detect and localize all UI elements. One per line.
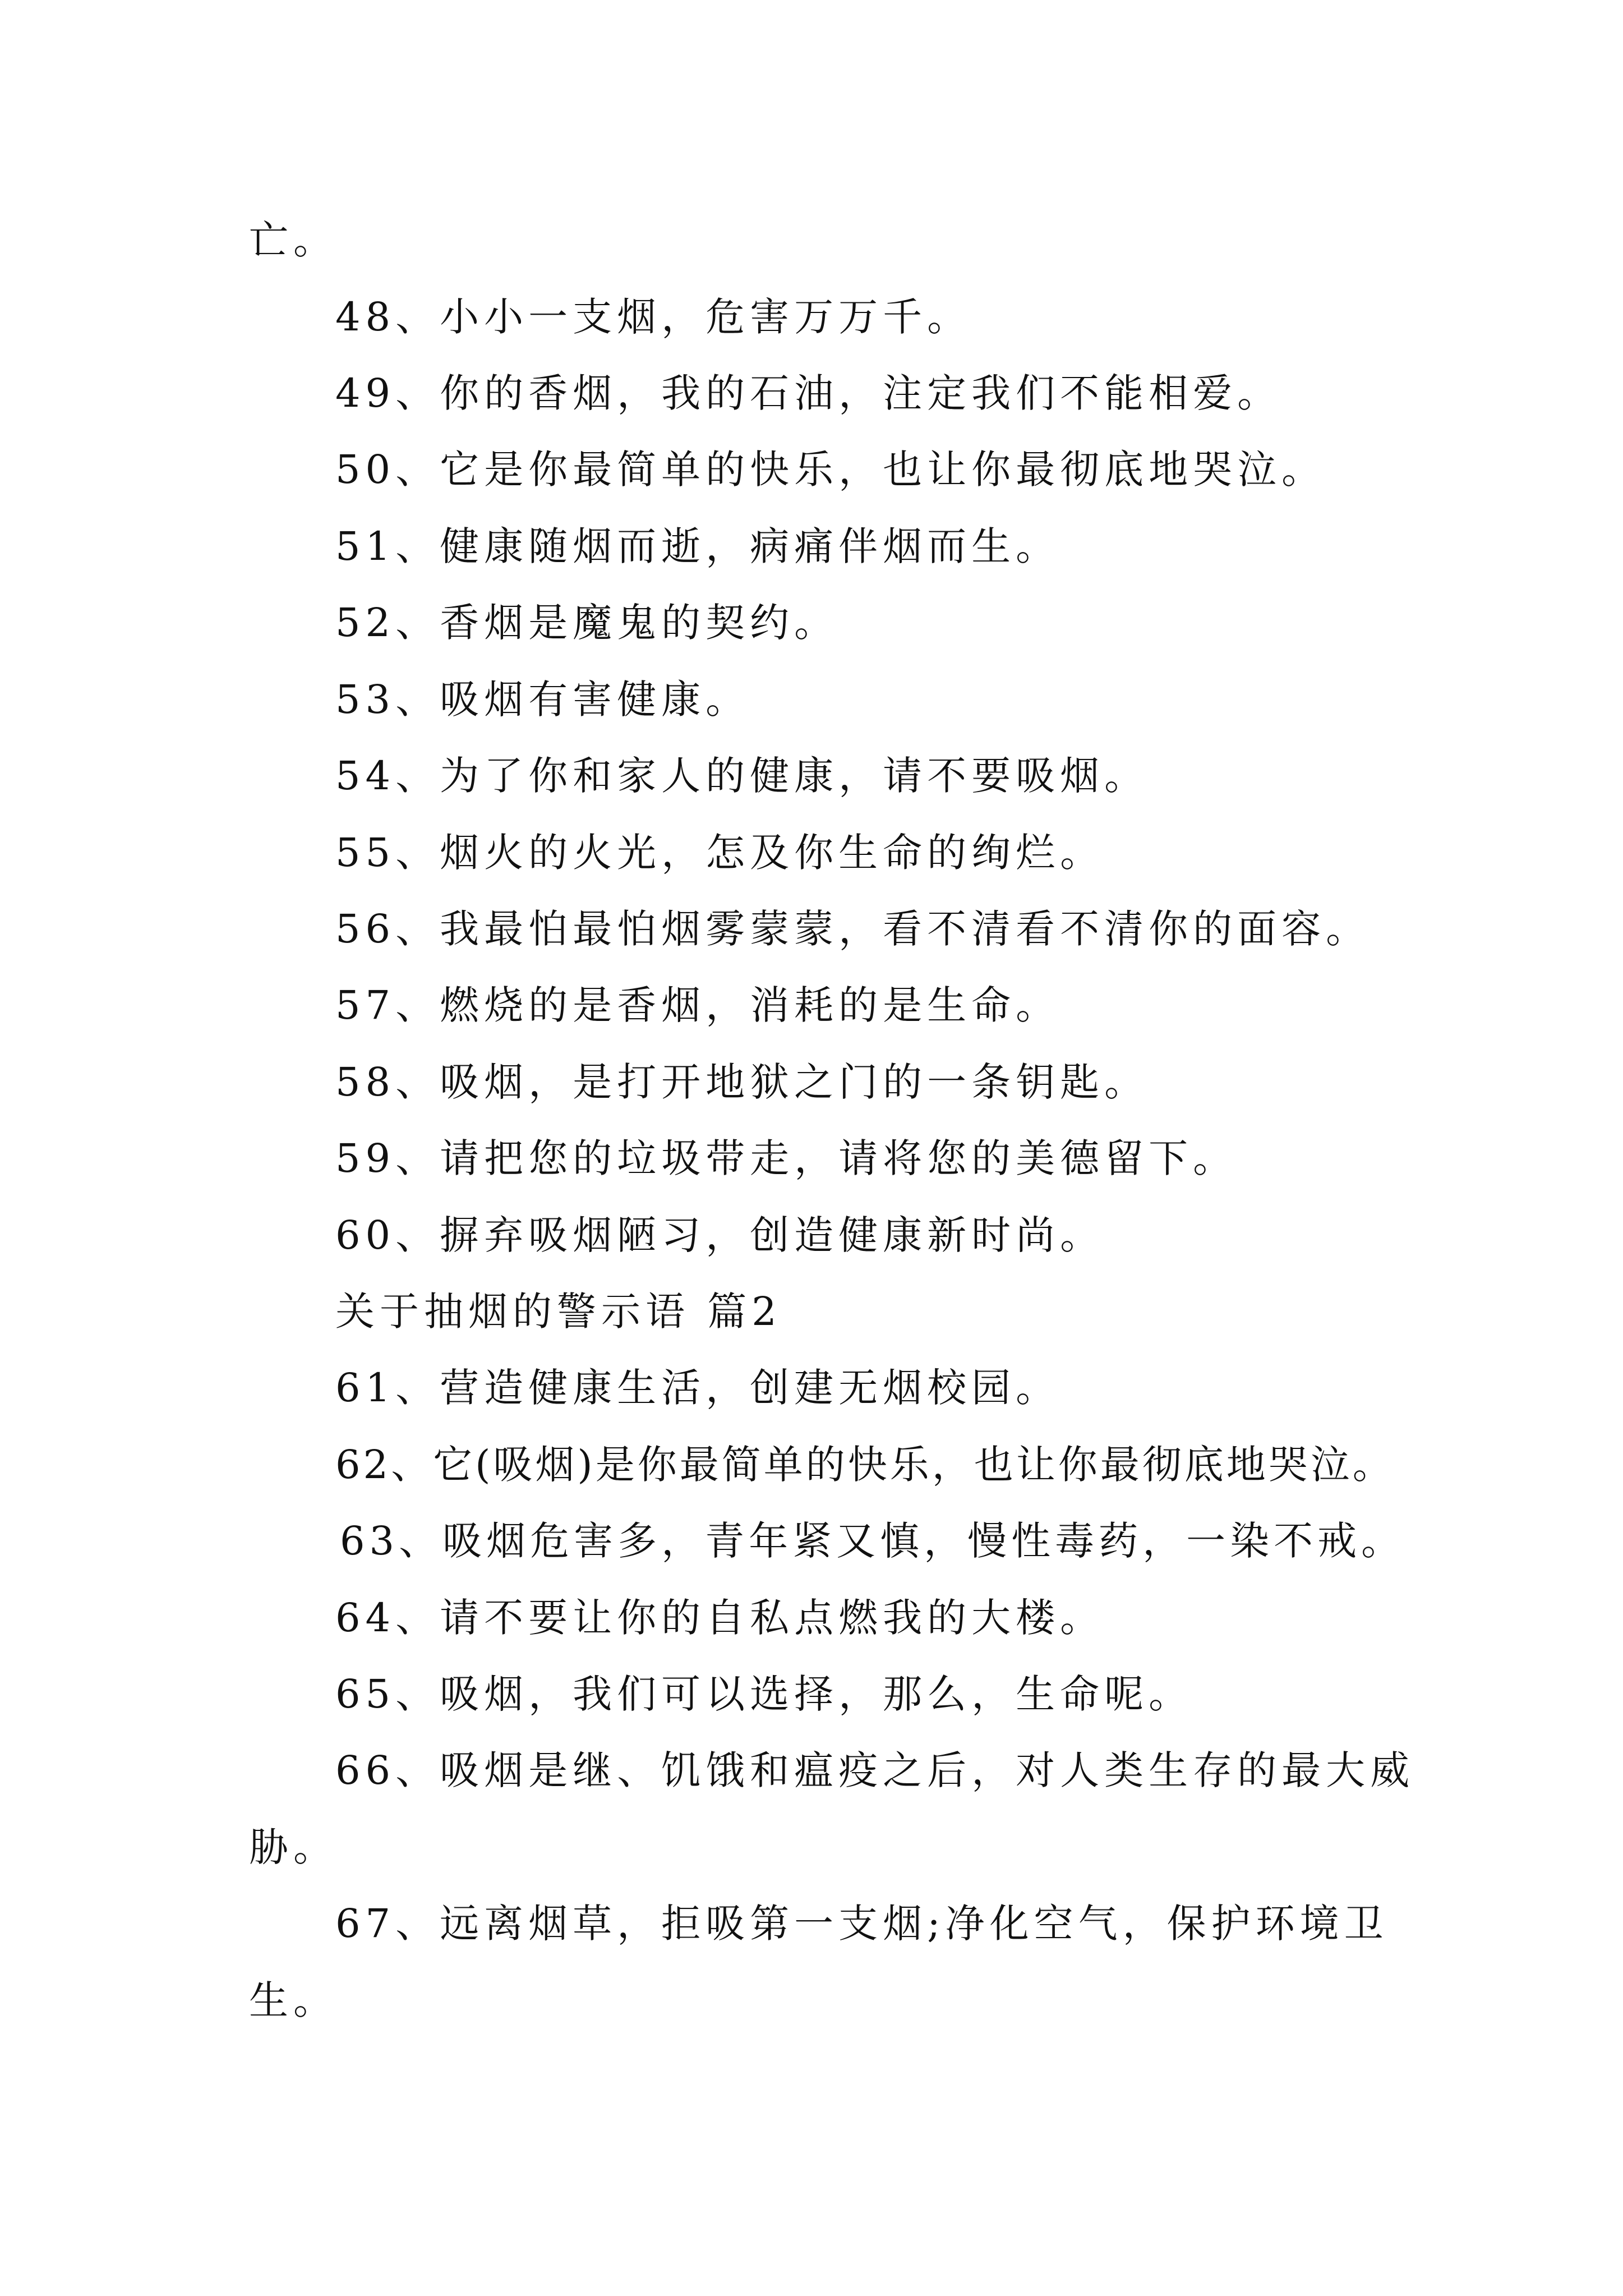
text-line: 67、远离烟草，拒吸第一支烟;净化空气，保护环境卫: [335, 1901, 1389, 1947]
text-line: 亡。: [249, 217, 338, 263]
section-heading: 关于抽烟的警示语 篇2: [335, 1289, 782, 1335]
text-line: 52、香烟是魔鬼的契约。: [335, 600, 839, 646]
text-line: 55、烟火的火光，怎及你生命的绚烂。: [335, 830, 1105, 876]
text-line: 56、我最怕最怕烟雾蒙蒙，看不清看不清你的面容。: [335, 906, 1371, 952]
text-line: 63、吸烟危害多，青年紧又慎，慢性毒药，一染不戒。: [340, 1518, 1405, 1564]
text-line: 51、健康随烟而逝，病痛伴烟而生。: [335, 523, 1061, 569]
text-line: 59、请把您的垃圾带走，请将您的美德留下。: [335, 1135, 1238, 1181]
text-line: 64、请不要让你的自私点燃我的大楼。: [335, 1595, 1105, 1641]
text-line: 61、营造健康生活，创建无烟校园。: [335, 1365, 1061, 1411]
text-line: 57、燃烧的是香烟，消耗的是生命。: [335, 982, 1061, 1028]
text-line: 58、吸烟，是打开地狱之门的一条钥匙。: [335, 1059, 1149, 1105]
text-line: 60、摒弃吸烟陋习，创造健康新时尚。: [335, 1212, 1105, 1258]
text-line: 48、小小一支烟，危害万万千。: [335, 294, 972, 340]
text-line: 50、它是你最简单的快乐，也让你最彻底地哭泣。: [335, 447, 1326, 493]
text-line: 54、为了你和家人的健康，请不要吸烟。: [335, 753, 1149, 799]
text-line: 生。: [249, 1977, 338, 2023]
text-line: 62、它(吸烟)是你最简单的快乐，也让你最彻底地哭泣。: [335, 1442, 1395, 1488]
text-line: 53、吸烟有害健康。: [335, 677, 750, 723]
text-line: 66、吸烟是继、饥饿和瘟疫之后，对人类生存的最大威: [335, 1747, 1415, 1793]
text-line: 胁。: [249, 1824, 338, 1870]
text-line: 65、吸烟，我们可以选择，那么，生命呢。: [335, 1671, 1193, 1717]
text-line: 49、你的香烟，我的石油，注定我们不能相爱。: [335, 370, 1282, 416]
